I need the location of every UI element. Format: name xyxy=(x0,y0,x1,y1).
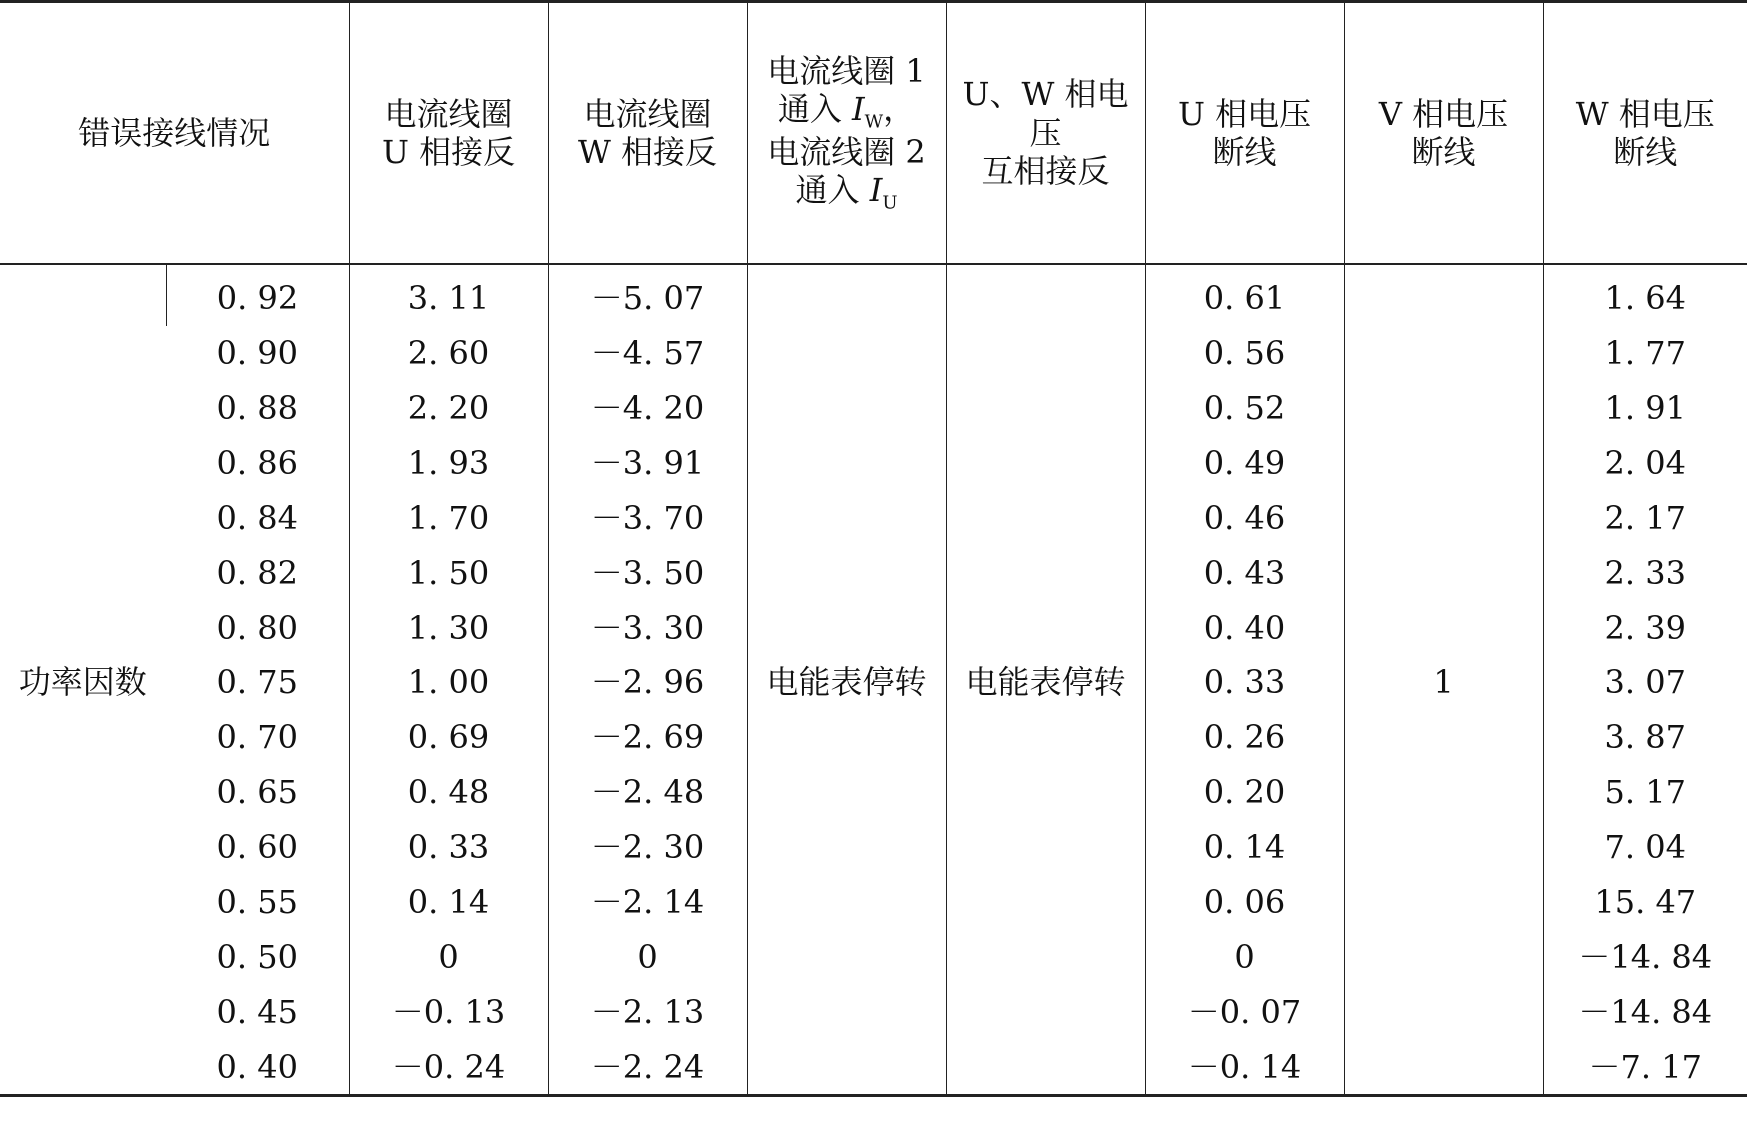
u-voltage-broken-cell: 0. 61 xyxy=(1145,264,1344,326)
power-factor-cell: 0. 55 xyxy=(216,883,298,922)
current-symbol: I xyxy=(852,90,865,129)
header-text-line: 电流线圈 xyxy=(384,94,513,133)
u-current-reversed-cell: 2. 20 xyxy=(349,381,548,436)
u-current-reversed-cell: －0. 13 xyxy=(349,985,548,1040)
power-factor-cell: 0. 90 xyxy=(216,334,298,373)
u-voltage-broken-cell: 0. 33 xyxy=(1145,655,1344,710)
power-factor-cell: 0. 45 xyxy=(216,992,298,1031)
w-current-reversed-cell: －2. 13 xyxy=(548,985,747,1040)
header-text-line: W 相接反 xyxy=(577,133,718,171)
w-current-reversed-cell: －2. 30 xyxy=(548,820,747,875)
power-factor-cell: 0. 80 xyxy=(216,608,298,647)
header-row xyxy=(0,2,1747,265)
header-u-voltage-broken xyxy=(1145,2,1344,265)
current-symbol: I xyxy=(869,171,883,210)
power-factor-cell: 0. 86 xyxy=(216,443,298,482)
u-voltage-broken-cell: 0. 56 xyxy=(1145,326,1344,381)
header-text-line: 互相接反 xyxy=(981,152,1110,191)
u-current-reversed-cell: 1. 30 xyxy=(349,600,548,655)
power-factor-group-label: 功率因数 xyxy=(18,663,147,702)
w-voltage-broken-cell: 7. 04 xyxy=(1543,820,1747,875)
power-factor-cell: 0. 40 xyxy=(216,1047,298,1086)
w-current-reversed-cell: －4. 57 xyxy=(548,326,747,381)
header-text-line: 电流线圈 xyxy=(583,94,712,133)
w-current-reversed-cell: －2. 24 xyxy=(548,1039,747,1095)
power-factor-cell: 0. 88 xyxy=(216,389,298,428)
w-voltage-broken-cell: 1. 77 xyxy=(1543,326,1747,381)
w-current-reversed-cell: －4. 20 xyxy=(548,381,747,436)
header-text-part: ， xyxy=(883,90,916,129)
w-voltage-broken-cell: 15. 47 xyxy=(1543,875,1747,930)
header-text-line: U 相电压 xyxy=(1177,94,1312,133)
header-text-line: U、W 相电压 xyxy=(962,75,1129,152)
header-text-line: 电流线圈 1 xyxy=(767,51,926,90)
header-text-line: 断线 xyxy=(1411,133,1476,171)
header-v-voltage-broken xyxy=(1344,2,1543,265)
power-factor-cell: 0. 75 xyxy=(216,663,298,702)
w-voltage-broken-cell: 1. 64 xyxy=(1543,264,1747,326)
u-voltage-broken-cell: 0. 52 xyxy=(1145,381,1344,436)
w-current-reversed-cell: －2. 96 xyxy=(548,655,747,710)
u-current-reversed-cell: 3. 11 xyxy=(349,264,548,326)
u-current-reversed-cell: 0. 14 xyxy=(349,875,548,930)
u-current-reversed-cell: 0. 33 xyxy=(349,820,548,875)
current-coils-swapped-merged-cell: 电能表停转 xyxy=(747,264,946,1096)
u-voltage-broken-cell: 0. 26 xyxy=(1145,710,1344,765)
u-voltage-broken-cell: 0. 20 xyxy=(1145,765,1344,820)
u-current-reversed-cell: 1. 93 xyxy=(349,436,548,491)
w-voltage-broken-cell: 3. 07 xyxy=(1543,655,1747,710)
w-voltage-broken-cell: 3. 87 xyxy=(1543,710,1747,765)
u-voltage-broken-cell: －0. 14 xyxy=(1145,1039,1344,1095)
u-current-reversed-cell: －0. 24 xyxy=(349,1039,548,1095)
header-uw-voltage-swapped xyxy=(946,2,1145,265)
w-current-reversed-cell: －2. 48 xyxy=(548,765,747,820)
w-current-reversed-cell: 0 xyxy=(548,930,747,985)
header-row-label: 错误接线情况 xyxy=(78,113,271,152)
power-factor-cell: 0. 65 xyxy=(216,773,298,812)
w-voltage-broken-cell: 2. 17 xyxy=(1543,491,1747,546)
header-text-part: 通入 xyxy=(795,171,870,210)
w-voltage-broken-cell: 2. 39 xyxy=(1543,600,1747,655)
w-current-reversed-cell: －5. 07 xyxy=(548,264,747,326)
header-text-line: 断线 xyxy=(1613,133,1678,171)
u-voltage-broken-cell: 0. 06 xyxy=(1145,875,1344,930)
power-factor-cell: 0. 50 xyxy=(216,937,298,976)
header-text-line: W 相电压 xyxy=(1575,94,1715,133)
power-factor-cell: 0. 60 xyxy=(216,828,298,867)
header-text-line: U 相接反 xyxy=(381,133,516,171)
u-current-reversed-cell: 0. 69 xyxy=(349,710,548,765)
header-text-line: 电流线圈 2 xyxy=(767,133,926,171)
header-current-coils-swapped xyxy=(747,2,946,265)
table-row xyxy=(0,264,1747,326)
u-current-reversed-cell: 0. 48 xyxy=(349,765,548,820)
w-current-reversed-cell: －2. 69 xyxy=(548,710,747,765)
u-current-reversed-cell: 1. 00 xyxy=(349,655,548,710)
power-factor-cell: 0. 70 xyxy=(216,718,298,757)
u-voltage-broken-cell: 0. 46 xyxy=(1145,491,1344,546)
header-text-line xyxy=(795,171,898,214)
u-voltage-broken-cell: －0. 07 xyxy=(1145,985,1344,1040)
v-voltage-broken-merged-cell: 1 xyxy=(1344,264,1543,1096)
u-voltage-broken-cell: 0. 14 xyxy=(1145,820,1344,875)
header-w-voltage-broken xyxy=(1543,2,1747,265)
current-subscript: U xyxy=(882,192,898,214)
u-voltage-broken-cell: 0. 49 xyxy=(1145,436,1344,491)
w-current-reversed-cell: －3. 50 xyxy=(548,545,747,600)
u-voltage-broken-cell: 0. 43 xyxy=(1145,545,1344,600)
power-factor-cell: 0. 92 xyxy=(166,264,349,326)
header-text-line: V 相电压 xyxy=(1378,94,1509,133)
w-voltage-broken-cell: －14. 84 xyxy=(1543,985,1747,1040)
w-voltage-broken-cell: 2. 33 xyxy=(1543,545,1747,600)
uw-voltage-swapped-merged-cell: 电能表停转 xyxy=(946,264,1145,1096)
u-voltage-broken-cell: 0 xyxy=(1145,930,1344,985)
w-voltage-broken-cell: －7. 17 xyxy=(1543,1039,1747,1095)
header-u-current-reversed xyxy=(349,2,548,265)
u-current-reversed-cell: 1. 70 xyxy=(349,491,548,546)
u-current-reversed-cell: 1. 50 xyxy=(349,545,548,600)
w-voltage-broken-cell: －14. 84 xyxy=(1543,930,1747,985)
header-text-part: 通入 xyxy=(777,90,853,129)
w-voltage-broken-cell: 1. 91 xyxy=(1543,381,1747,436)
w-current-reversed-cell: －2. 14 xyxy=(548,875,747,930)
header-w-current-reversed xyxy=(548,2,747,265)
w-current-reversed-cell: －3. 30 xyxy=(548,600,747,655)
header-text-line xyxy=(777,90,916,133)
current-subscript: W xyxy=(864,111,884,133)
w-current-reversed-cell: －3. 70 xyxy=(548,491,747,546)
u-current-reversed-cell: 0 xyxy=(349,930,548,985)
header-text-line: 断线 xyxy=(1212,133,1277,171)
power-factor-cell: 0. 82 xyxy=(216,553,298,592)
w-current-reversed-cell: －3. 91 xyxy=(548,436,747,491)
u-voltage-broken-cell: 0. 40 xyxy=(1145,600,1344,655)
w-voltage-broken-cell: 2. 04 xyxy=(1543,436,1747,491)
u-current-reversed-cell: 2. 60 xyxy=(349,326,548,381)
power-factor-cell: 0. 84 xyxy=(216,498,298,537)
w-voltage-broken-cell: 5. 17 xyxy=(1543,765,1747,820)
